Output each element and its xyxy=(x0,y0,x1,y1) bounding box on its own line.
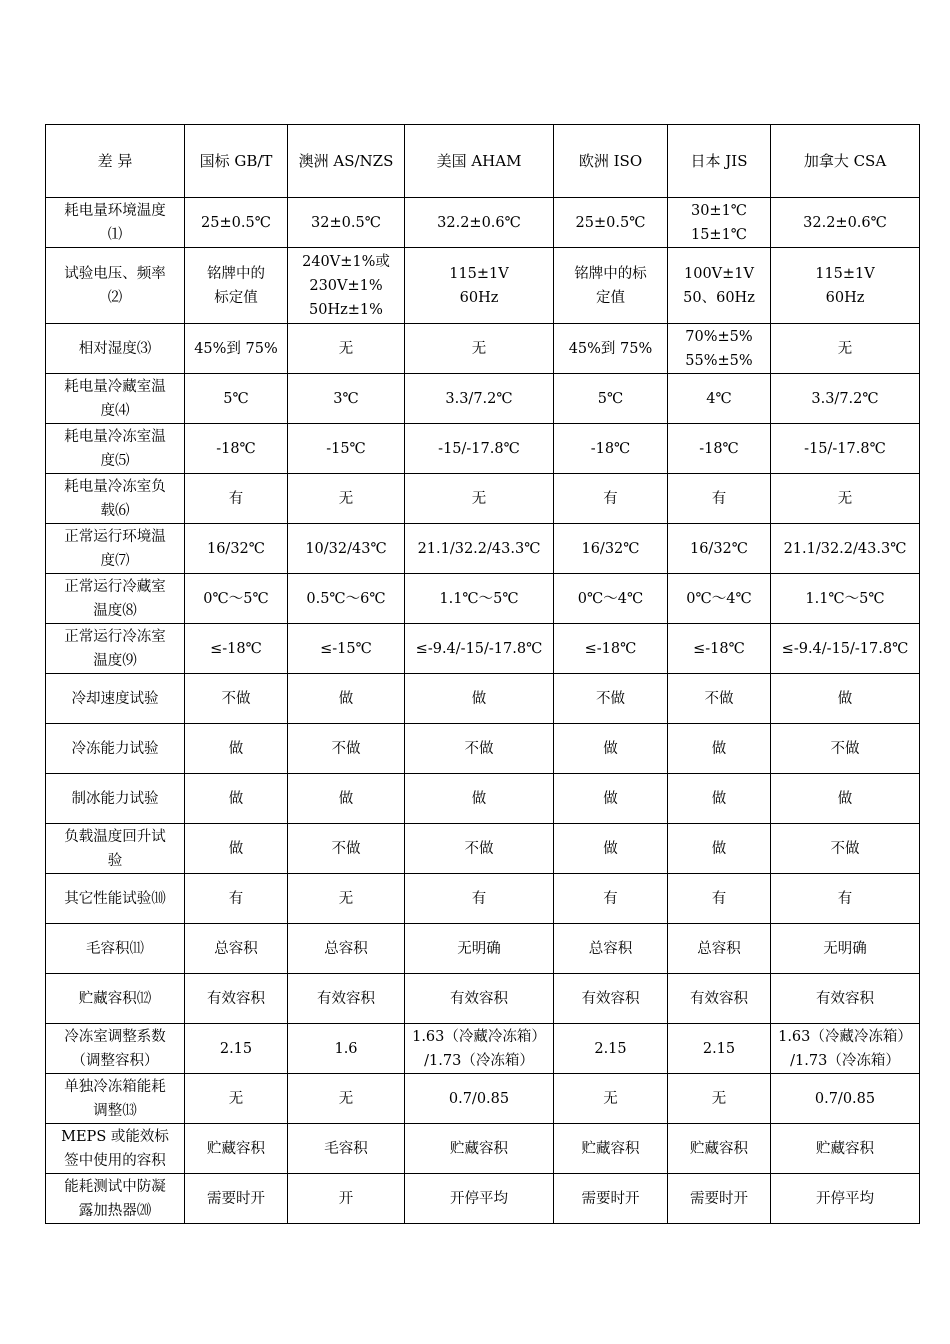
table-cell-aham: 1.63（冷藏冷冻箱） /1.73（冷冻箱） xyxy=(405,1024,554,1074)
table-cell-csa: 不做 xyxy=(771,824,920,874)
table-cell-jis: 做 xyxy=(668,774,771,824)
table-row xyxy=(46,874,920,924)
table-cell-asnzs: 0.5℃～6℃ xyxy=(288,574,405,624)
table-cell-csa: 不做 xyxy=(771,724,920,774)
table-cell-csa: 做 xyxy=(771,674,920,724)
table-cell-gbt: 有效容积 xyxy=(185,974,288,1024)
table-cell-jis: 有效容积 xyxy=(668,974,771,1024)
table-cell-jis: 70%±5% 55%±5% xyxy=(668,324,771,374)
table-cell-csa: 21.1/32.2/43.3℃ xyxy=(771,524,920,574)
table-cell-item: 制冰能力试验 xyxy=(46,774,185,824)
table-cell-csa: 0.7/0.85 xyxy=(771,1074,920,1124)
table-cell-item: 负载温度回升试 验 xyxy=(46,824,185,874)
table-cell-jis: 30±1℃ 15±1℃ xyxy=(668,198,771,248)
header-cell-csa: 加拿大 CSA xyxy=(771,125,920,198)
table-cell-item: 能耗测试中防凝 露加热器⒇ xyxy=(46,1174,185,1224)
table-cell-iso: 需要时开 xyxy=(554,1174,668,1224)
table-row xyxy=(46,574,920,624)
table-cell-csa: ≤-9.4/-15/-17.8℃ xyxy=(771,624,920,674)
table-cell-gbt: -18℃ xyxy=(185,424,288,474)
table-row xyxy=(46,824,920,874)
table-cell-iso: 有 xyxy=(554,874,668,924)
table-row xyxy=(46,524,920,574)
table-cell-gbt: 0℃～5℃ xyxy=(185,574,288,624)
table-cell-iso: 不做 xyxy=(554,674,668,724)
table-cell-jis: 4℃ xyxy=(668,374,771,424)
table-cell-item: 冷冻室调整系数 （调整容积） xyxy=(46,1024,185,1074)
table-cell-iso: 45%到 75% xyxy=(554,324,668,374)
table-cell-item: MEPS 或能效标 签中使用的容积 xyxy=(46,1124,185,1174)
table-row xyxy=(46,924,920,974)
table-cell-item: 正常运行环境温 度⑺ xyxy=(46,524,185,574)
table-cell-iso: 铭牌中的标 定值 xyxy=(554,248,668,324)
table-cell-asnzs: 32±0.5℃ xyxy=(288,198,405,248)
table-cell-asnzs: 无 xyxy=(288,874,405,924)
table-cell-aham: 无明确 xyxy=(405,924,554,974)
table-cell-csa: -15/-17.8℃ xyxy=(771,424,920,474)
table-cell-aham: 0.7/0.85 xyxy=(405,1074,554,1124)
header-cell-aham: 美国 AHAM xyxy=(405,125,554,198)
table-cell-gbt: 需要时开 xyxy=(185,1174,288,1224)
table-cell-item: 试验电压、频率 ⑵ xyxy=(46,248,185,324)
table-cell-jis: 贮藏容积 xyxy=(668,1124,771,1174)
table-cell-csa: 1.63（冷藏冷冻箱） /1.73（冷冻箱） xyxy=(771,1024,920,1074)
header-cell-difference: 差 异 xyxy=(46,125,185,198)
table-cell-asnzs: ≤-15℃ xyxy=(288,624,405,674)
table-cell-asnzs: -15℃ xyxy=(288,424,405,474)
table-cell-asnzs: 240V±1%或 230V±1% 50Hz±1% xyxy=(288,248,405,324)
table-cell-iso: 贮藏容积 xyxy=(554,1124,668,1174)
table-cell-gbt: 做 xyxy=(185,774,288,824)
table-cell-csa: 无 xyxy=(771,474,920,524)
header-cell-iso: 欧洲 ISO xyxy=(554,125,668,198)
table-row xyxy=(46,674,920,724)
table-cell-jis: 有 xyxy=(668,874,771,924)
table-cell-iso: 有 xyxy=(554,474,668,524)
table-cell-asnzs: 3℃ xyxy=(288,374,405,424)
table-row xyxy=(46,1074,920,1124)
header-cell-asnzs: 澳洲 AS/NZS xyxy=(288,125,405,198)
table-row xyxy=(46,1024,920,1074)
table-cell-gbt: 5℃ xyxy=(185,374,288,424)
table-row xyxy=(46,724,920,774)
table-row xyxy=(46,474,920,524)
table-cell-gbt: 16/32℃ xyxy=(185,524,288,574)
table-body xyxy=(46,125,920,1224)
table-cell-jis: 100V±1V 50、60Hz xyxy=(668,248,771,324)
table-cell-iso: 无 xyxy=(554,1074,668,1124)
table-row xyxy=(46,974,920,1024)
table-cell-gbt: 做 xyxy=(185,824,288,874)
header-cell-jis: 日本 JIS xyxy=(668,125,771,198)
table-cell-item: 冷却速度试验 xyxy=(46,674,185,724)
table-cell-iso: 2.15 xyxy=(554,1024,668,1074)
table-cell-item: 贮藏容积⑿ xyxy=(46,974,185,1024)
table-cell-csa: 贮藏容积 xyxy=(771,1124,920,1174)
table-cell-aham: 开停平均 xyxy=(405,1174,554,1224)
table-cell-csa: 有 xyxy=(771,874,920,924)
table-cell-aham: 无 xyxy=(405,324,554,374)
table-cell-gbt: 铭牌中的 标定值 xyxy=(185,248,288,324)
table-row xyxy=(46,624,920,674)
table-cell-iso: 做 xyxy=(554,774,668,824)
table-cell-item: 单独冷冻箱能耗 调整⒀ xyxy=(46,1074,185,1124)
table-cell-csa: 做 xyxy=(771,774,920,824)
table-cell-jis: -18℃ xyxy=(668,424,771,474)
table-cell-aham: 做 xyxy=(405,774,554,824)
table-cell-aham: 3.3/7.2℃ xyxy=(405,374,554,424)
table-cell-item: 耗电量环境温度 ⑴ xyxy=(46,198,185,248)
table-cell-csa: 32.2±0.6℃ xyxy=(771,198,920,248)
table-cell-asnzs: 不做 xyxy=(288,824,405,874)
table-cell-gbt: 贮藏容积 xyxy=(185,1124,288,1174)
table-cell-aham: 做 xyxy=(405,674,554,724)
table-cell-jis: 2.15 xyxy=(668,1024,771,1074)
table-row xyxy=(46,374,920,424)
table-cell-iso: 5℃ xyxy=(554,374,668,424)
table-cell-asnzs: 1.6 xyxy=(288,1024,405,1074)
table-cell-jis: 0℃～4℃ xyxy=(668,574,771,624)
table-cell-csa: 115±1V 60Hz xyxy=(771,248,920,324)
header-row xyxy=(46,125,920,198)
table-cell-iso: -18℃ xyxy=(554,424,668,474)
table-cell-jis: 有 xyxy=(668,474,771,524)
table-cell-aham: 115±1V 60Hz xyxy=(405,248,554,324)
table-cell-csa: 无 xyxy=(771,324,920,374)
table-row xyxy=(46,198,920,248)
table-cell-aham: ≤-9.4/-15/-17.8℃ xyxy=(405,624,554,674)
table-cell-jis: 做 xyxy=(668,724,771,774)
table-cell-aham: 1.1℃～5℃ xyxy=(405,574,554,624)
table-cell-gbt: 有 xyxy=(185,474,288,524)
table-cell-gbt: ≤-18℃ xyxy=(185,624,288,674)
table-cell-asnzs: 不做 xyxy=(288,724,405,774)
table-cell-gbt: 45%到 75% xyxy=(185,324,288,374)
table-cell-item: 正常运行冷冻室 温度⑼ xyxy=(46,624,185,674)
table-cell-jis: 做 xyxy=(668,824,771,874)
table-cell-iso: 做 xyxy=(554,824,668,874)
table-cell-asnzs: 无 xyxy=(288,324,405,374)
table-cell-gbt: 25±0.5℃ xyxy=(185,198,288,248)
table-cell-item: 其它性能试验⑽ xyxy=(46,874,185,924)
table-cell-jis: ≤-18℃ xyxy=(668,624,771,674)
table-cell-asnzs: 有效容积 xyxy=(288,974,405,1024)
table-cell-aham: 32.2±0.6℃ xyxy=(405,198,554,248)
table-cell-asnzs: 做 xyxy=(288,774,405,824)
header-cell-gbt: 国标 GB/T xyxy=(185,125,288,198)
table-row xyxy=(46,248,920,324)
table-cell-csa: 无明确 xyxy=(771,924,920,974)
table-cell-iso: 16/32℃ xyxy=(554,524,668,574)
table-cell-iso: ≤-18℃ xyxy=(554,624,668,674)
table-cell-gbt: 有 xyxy=(185,874,288,924)
table-cell-aham: 21.1/32.2/43.3℃ xyxy=(405,524,554,574)
table-cell-csa: 3.3/7.2℃ xyxy=(771,374,920,424)
table-cell-csa: 有效容积 xyxy=(771,974,920,1024)
table-row xyxy=(46,424,920,474)
table-cell-gbt: 不做 xyxy=(185,674,288,724)
table-cell-gbt: 无 xyxy=(185,1074,288,1124)
table-cell-jis: 需要时开 xyxy=(668,1174,771,1224)
table-cell-item: 相对湿度⑶ xyxy=(46,324,185,374)
table-cell-aham: 不做 xyxy=(405,724,554,774)
table-cell-item: 耗电量冷冻室温 度⑸ xyxy=(46,424,185,474)
table-row xyxy=(46,774,920,824)
table-cell-iso: 有效容积 xyxy=(554,974,668,1024)
table-cell-asnzs: 无 xyxy=(288,474,405,524)
table-cell-aham: 有效容积 xyxy=(405,974,554,1024)
table-cell-asnzs: 开 xyxy=(288,1174,405,1224)
table-cell-csa: 开停平均 xyxy=(771,1174,920,1224)
table-cell-jis: 无 xyxy=(668,1074,771,1124)
table-cell-aham: 不做 xyxy=(405,824,554,874)
table-cell-jis: 16/32℃ xyxy=(668,524,771,574)
table-row xyxy=(46,1124,920,1174)
table-cell-gbt: 做 xyxy=(185,724,288,774)
table-cell-item: 耗电量冷藏室温 度⑷ xyxy=(46,374,185,424)
table-cell-iso: 25±0.5℃ xyxy=(554,198,668,248)
table-cell-item: 正常运行冷藏室 温度⑻ xyxy=(46,574,185,624)
table-row xyxy=(46,324,920,374)
table-cell-asnzs: 总容积 xyxy=(288,924,405,974)
table-cell-asnzs: 无 xyxy=(288,1074,405,1124)
table-cell-aham: 贮藏容积 xyxy=(405,1124,554,1174)
table-cell-item: 耗电量冷冻室负 载⑹ xyxy=(46,474,185,524)
table-cell-aham: 无 xyxy=(405,474,554,524)
table-cell-iso: 做 xyxy=(554,724,668,774)
table-cell-jis: 不做 xyxy=(668,674,771,724)
table-cell-asnzs: 毛容积 xyxy=(288,1124,405,1174)
comparison-table xyxy=(45,124,920,1224)
table-cell-aham: 有 xyxy=(405,874,554,924)
table-cell-item: 毛容积⑾ xyxy=(46,924,185,974)
table-cell-jis: 总容积 xyxy=(668,924,771,974)
table-cell-asnzs: 做 xyxy=(288,674,405,724)
table-cell-gbt: 2.15 xyxy=(185,1024,288,1074)
table-cell-item: 冷冻能力试验 xyxy=(46,724,185,774)
table-cell-iso: 总容积 xyxy=(554,924,668,974)
table-cell-iso: 0℃～4℃ xyxy=(554,574,668,624)
table-cell-aham: -15/-17.8℃ xyxy=(405,424,554,474)
table-cell-csa: 1.1℃～5℃ xyxy=(771,574,920,624)
table-row xyxy=(46,1174,920,1224)
table-cell-gbt: 总容积 xyxy=(185,924,288,974)
table-cell-asnzs: 10/32/43℃ xyxy=(288,524,405,574)
